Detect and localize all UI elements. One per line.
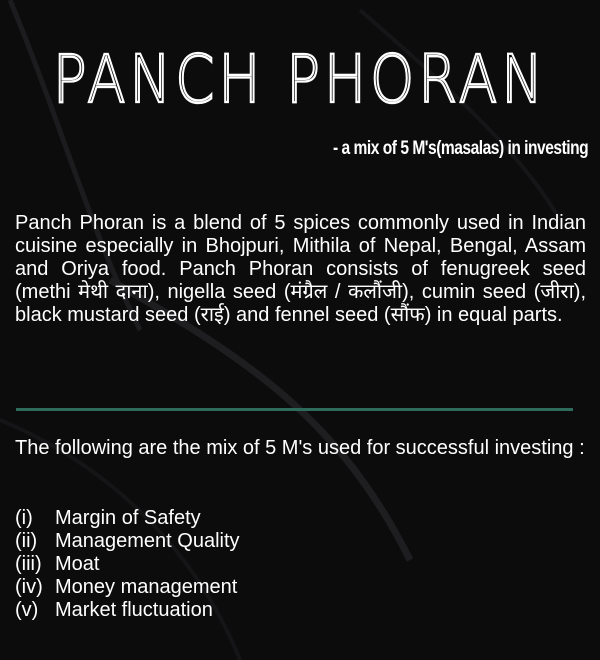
list-item-number: (ii) [15, 530, 38, 552]
page-title: PANCH PHORAN [52, 42, 548, 119]
subtitle: - a mix of 5 M's(masalas) in investing [332, 138, 588, 159]
list-item-label: Margin of Safety [55, 507, 201, 529]
list-item-label: Market fluctuation [55, 599, 213, 621]
list-intro: The following are the mix of 5 M's used for successful investing : [15, 437, 585, 459]
list-item-label: Money management [55, 576, 238, 598]
intro-paragraph: Panch Phoran is a blend of 5 spices commonly used in Indian cuisine especially in Bhojpuri, Mithila of Nepal, Bengal, Assam and Oriya food. Panch Phoran consists of fenugreek seed (methi मेथी दाना), nigella seed (मंग्रैल / कलौंजी), cumin seed (जीरा), black mustard seed (राई) and fennel seed (सौंफ) in equal parts. [15, 212, 586, 326]
list-item-label: Moat [55, 553, 100, 575]
list-item-number: (iii) [15, 553, 42, 575]
m-list [15, 507, 240, 622]
list-item-number: (i) [15, 507, 33, 529]
list-item-number: (iv) [15, 576, 43, 598]
list-item-label: Management Quality [55, 530, 240, 552]
section-divider [16, 408, 573, 411]
list-item [15, 576, 240, 599]
list-item [15, 553, 240, 576]
list-item [15, 599, 240, 622]
list-item [15, 507, 240, 530]
list-item [15, 530, 240, 553]
list-item-number: (v) [15, 599, 39, 621]
